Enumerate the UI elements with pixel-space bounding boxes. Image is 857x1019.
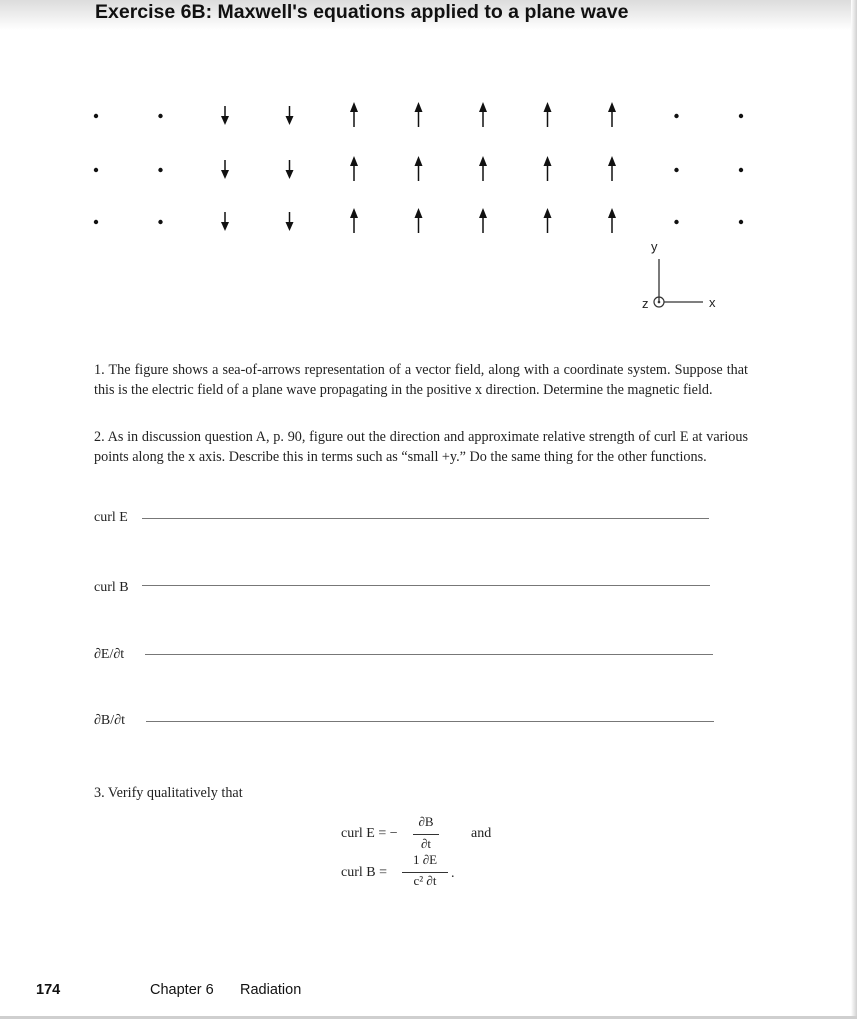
field-dot: [739, 220, 743, 224]
eq2-period: .: [451, 866, 455, 881]
y-axis-label: y: [651, 239, 658, 254]
field-arrow-up-head: [415, 208, 423, 218]
field-arrow-up-head: [544, 208, 552, 218]
field-arrow-up-head: [608, 208, 616, 218]
field-dot: [674, 168, 678, 172]
field-dot: [94, 220, 98, 224]
vector-field-figure: [0, 50, 857, 330]
eq1-numerator: ∂B: [418, 814, 434, 829]
field-arrows: [94, 102, 743, 233]
field-dot: [739, 114, 743, 118]
field-dot: [94, 114, 98, 118]
field-dot: [674, 114, 678, 118]
curl-e-label: curl E: [94, 510, 128, 525]
field-arrow-down-head: [286, 222, 294, 231]
db-dt-answer-line[interactable]: [146, 721, 714, 722]
field-arrow-up-head: [544, 156, 552, 166]
field-arrow-up-head: [479, 156, 487, 166]
eq2-lhs: curl B =: [341, 865, 387, 880]
field-arrow-up-head: [608, 102, 616, 112]
coordinate-system: [642, 239, 716, 311]
field-arrow-up-head: [415, 156, 423, 166]
field-arrow-up-head: [544, 102, 552, 112]
z-axis-label: z: [642, 296, 649, 311]
field-arrow-up-head: [415, 102, 423, 112]
curl-b-label: curl B: [94, 580, 129, 595]
field-arrow-down-head: [221, 222, 229, 231]
field-arrow-up-head: [479, 208, 487, 218]
field-arrow-down-head: [221, 116, 229, 125]
page-number: 174: [36, 982, 61, 998]
field-dot: [94, 168, 98, 172]
field-arrow-down-head: [286, 170, 294, 179]
field-arrow-up-head: [350, 156, 358, 166]
field-dot: [158, 220, 162, 224]
eq2-numerator: 1 ∂E: [412, 852, 438, 867]
page-title: Exercise 6B: Maxwell's equations applied to a plane wave: [95, 1, 629, 23]
eq1-fraction-bar: [413, 834, 439, 835]
field-arrow-up-head: [350, 102, 358, 112]
field-arrow-down-head: [221, 170, 229, 179]
eq1-denominator: ∂t: [420, 836, 432, 851]
field-dot: [158, 114, 162, 118]
field-arrow-up-head: [479, 102, 487, 112]
field-arrow-up-head: [608, 156, 616, 166]
field-arrow-up-head: [350, 208, 358, 218]
eq2-denominator: c² ∂t: [413, 873, 437, 888]
z-axis-dot: [658, 301, 661, 304]
eq1-lhs: curl E = −: [341, 826, 398, 841]
field-dot: [674, 220, 678, 224]
field-dot: [739, 168, 743, 172]
footer-chapter: Chapter 6: [150, 982, 214, 998]
and-word: and: [471, 826, 492, 841]
x-axis-label: x: [709, 295, 716, 310]
curl-e-answer-line[interactable]: [142, 518, 709, 519]
db-dt-label: ∂B/∂t: [94, 713, 125, 728]
field-arrow-down-head: [286, 116, 294, 125]
question-3-text: 3. Verify qualitatively that: [94, 785, 243, 801]
curl-b-answer-line[interactable]: [142, 585, 710, 586]
de-dt-label: ∂E/∂t: [94, 647, 125, 662]
question-2-text: 2. As in discussion question A, p. 90, figure out the direction and approximate relative strength of curl E at various points along the x axis. Describe this in terms such as “small +y.” Do the same thing for the other functions.: [94, 429, 748, 465]
footer-section: Radiation: [240, 982, 302, 998]
question-1-text: 1. The figure shows a sea-of-arrows representation of a vector field, along with a coordinate system. Suppose that this is the electric field of a plane wave propagating in the positive x direction. Determine the magnetic field.: [94, 362, 748, 398]
de-dt-answer-line[interactable]: [145, 654, 713, 655]
field-dot: [158, 168, 162, 172]
